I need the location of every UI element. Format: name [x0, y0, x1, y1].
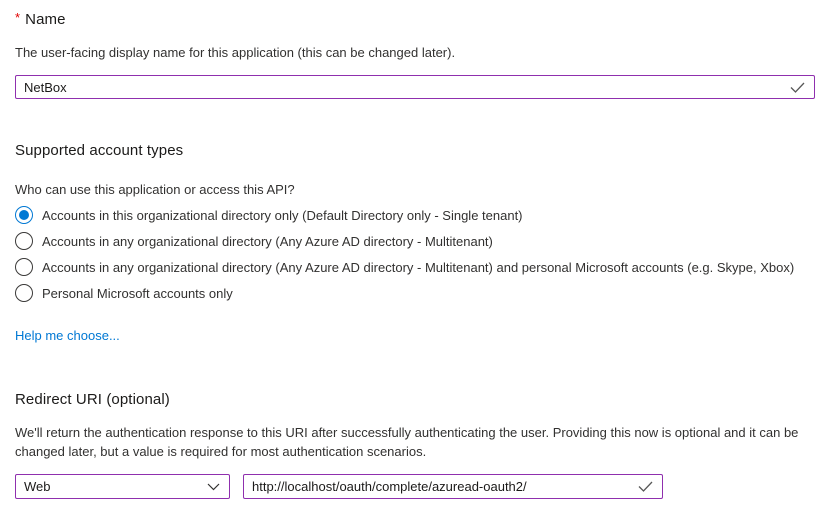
name-description: The user-facing display name for this application (this can be changed later). — [15, 45, 456, 60]
platform-select[interactable] — [15, 474, 230, 499]
radio-option-label[interactable]: Accounts in any organizational directory (Any Azure AD directory - Multitenant) — [42, 233, 493, 249]
account-types-question: Who can use this application or access this API? — [15, 182, 295, 197]
radio-option-label[interactable]: Personal Microsoft accounts only — [42, 285, 233, 301]
name-section-title — [15, 11, 66, 28]
required-asterisk: * — [15, 10, 21, 25]
help-me-choose-link[interactable]: Help me choose... — [15, 328, 120, 343]
name-input[interactable] — [16, 80, 790, 95]
redirect-uri-description: We'll return the authentication response to this URI after successfully authenticating the user. Providing this now is optional and it can be changed later, but a value is required for most authentication scenarios. — [15, 425, 799, 459]
redirect-uri-input-wrap — [243, 474, 663, 499]
radio-icon[interactable] — [15, 258, 33, 276]
name-label: Name — [25, 11, 66, 28]
name-input-wrap — [15, 75, 815, 99]
checkmark-icon — [790, 82, 805, 93]
account-types-title: Supported account types — [15, 142, 184, 159]
platform-select-value: Web — [24, 479, 51, 494]
redirect-uri-title: Redirect URI (optional) — [15, 391, 170, 408]
radio-icon[interactable] — [15, 284, 33, 302]
radio-option-multitenant[interactable] — [15, 232, 493, 250]
checkmark-icon — [638, 481, 653, 492]
radio-option-single-tenant[interactable] — [15, 206, 523, 224]
chevron-down-icon — [207, 483, 220, 491]
radio-option-personal-only[interactable] — [15, 284, 233, 302]
radio-option-label[interactable]: Accounts in this organizational directory only (Default Directory only - Single tenant) — [42, 207, 523, 223]
radio-icon[interactable] — [15, 206, 33, 224]
radio-option-multitenant-personal[interactable] — [15, 258, 794, 276]
radio-option-label[interactable]: Accounts in any organizational directory (Any Azure AD directory - Multitenant) and personal Microsoft accounts (e.g. Skype, Xbox) — [42, 259, 795, 275]
radio-icon[interactable] — [15, 232, 33, 250]
redirect-uri-input[interactable] — [244, 479, 638, 494]
